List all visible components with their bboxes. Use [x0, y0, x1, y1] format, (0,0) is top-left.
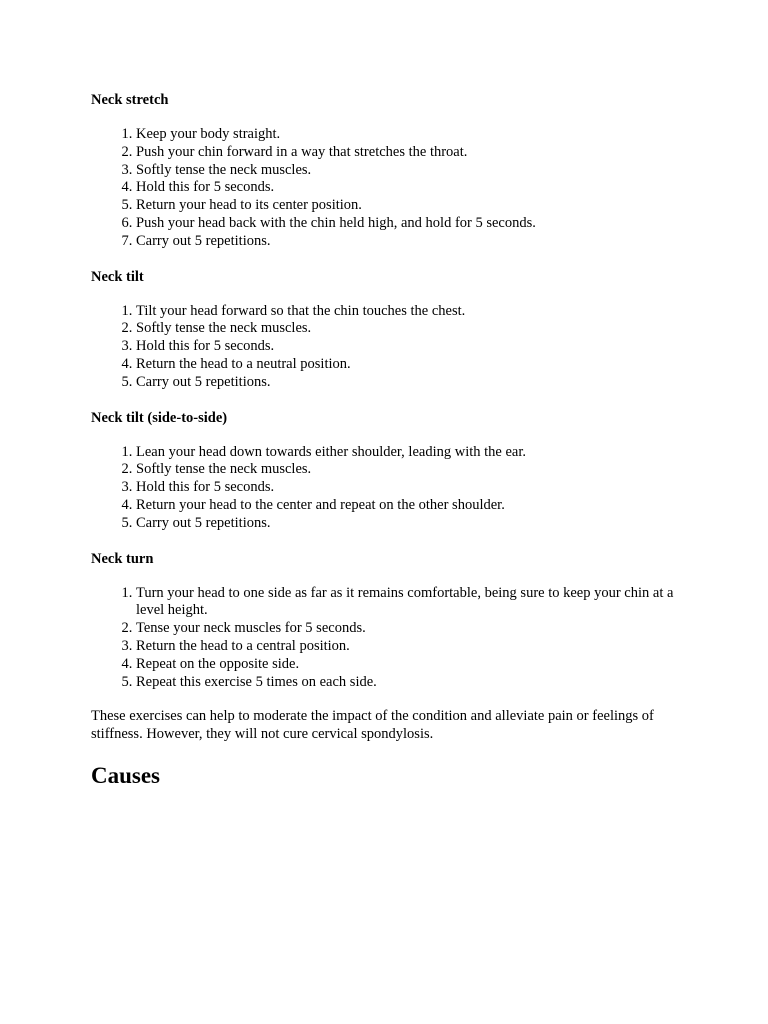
section-neck-tilt	[91, 268, 691, 392]
list-item: 6. Push your head back with the chin held high, and hold for 5 seconds.	[136, 215, 691, 233]
list-item: 3. Hold this for 5 seconds.	[136, 338, 691, 356]
section-neck-tilt-side	[91, 409, 691, 533]
list-item: 1. Turn your head to one side as far as it remains comfortable, being sure to keep your chin at a level height.	[136, 585, 691, 621]
steps-list	[91, 303, 691, 392]
section-heading: Neck tilt (side-to-side)	[91, 409, 228, 426]
causes-heading: Causes	[91, 762, 161, 788]
closing-paragraph: These exercises can help to moderate the impact of the condition and alleviate pain or feelings of stiffness. However, they will not cure cervical spondylosis.	[91, 708, 654, 743]
document-page	[91, 91, 691, 789]
list-item: 1. Tilt your head forward so that the chin touches the chest.	[136, 303, 691, 321]
list-item: 2. Tense your neck muscles for 5 seconds.	[136, 620, 691, 638]
list-item: 3. Hold this for 5 seconds.	[136, 479, 691, 497]
section-heading: Neck tilt	[91, 268, 144, 285]
list-item: 2. Softly tense the neck muscles.	[136, 320, 691, 338]
section-heading: Neck turn	[91, 550, 154, 567]
list-item: 2. Softly tense the neck muscles.	[136, 461, 691, 479]
list-item: 1. Keep your body straight.	[136, 126, 691, 144]
list-item: 4. Return the head to a neutral position.	[136, 356, 691, 374]
list-item: 4. Hold this for 5 seconds.	[136, 179, 691, 197]
section-heading: Neck stretch	[91, 92, 169, 108]
list-item: 5. Carry out 5 repetitions.	[136, 515, 691, 533]
list-item: 7. Carry out 5 repetitions.	[136, 233, 691, 251]
list-item: 1. Lean your head down towards either shoulder, leading with the ear.	[136, 444, 691, 462]
section-neck-stretch	[91, 91, 691, 251]
steps-list	[91, 126, 691, 251]
list-item: 4. Return your head to the center and repeat on the other shoulder.	[136, 497, 691, 515]
list-item: 2. Push your chin forward in a way that stretches the throat.	[136, 144, 691, 162]
section-neck-turn	[91, 550, 691, 692]
list-item: 5. Repeat this exercise 5 times on each side.	[136, 674, 691, 692]
list-item: 3. Return the head to a central position.	[136, 638, 691, 656]
steps-list	[91, 444, 691, 533]
list-item: 5. Return your head to its center position.	[136, 197, 691, 215]
list-item: 4. Repeat on the opposite side.	[136, 656, 691, 674]
list-item: 3. Softly tense the neck muscles.	[136, 162, 691, 180]
list-item: 5. Carry out 5 repetitions.	[136, 374, 691, 392]
steps-list	[91, 585, 691, 692]
